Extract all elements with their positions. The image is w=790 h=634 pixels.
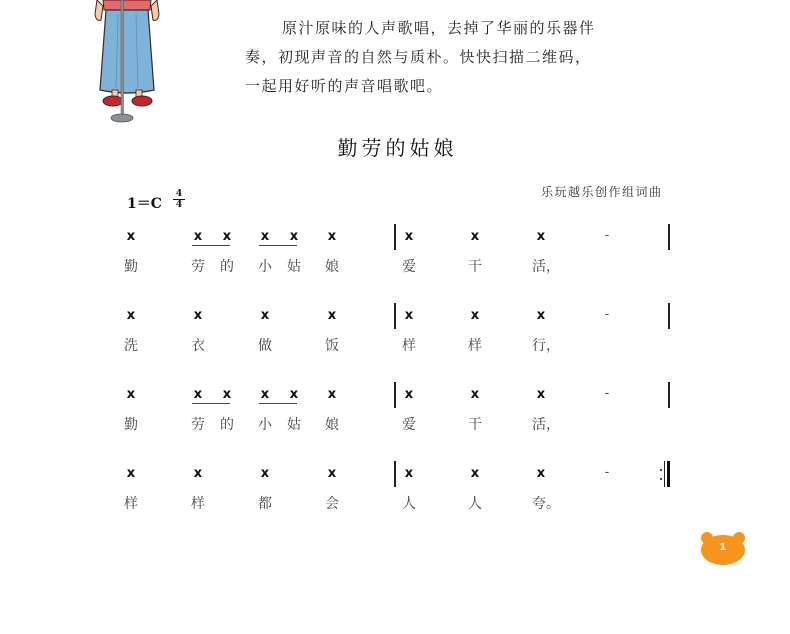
girl-singer-illustration: [88, 0, 168, 126]
note: x: [260, 466, 270, 481]
note: x: [470, 308, 480, 323]
note: x: [536, 387, 546, 402]
lyric: 人: [468, 496, 482, 512]
note: x: [193, 308, 203, 323]
note: x: [260, 387, 270, 402]
note: x: [289, 229, 299, 244]
beam: [259, 245, 297, 246]
lyric: 样: [468, 338, 482, 354]
lyric: 洗: [124, 338, 138, 354]
lyric: 劳: [191, 259, 205, 275]
lyric: 饭: [325, 338, 339, 354]
time-signature: [173, 190, 185, 210]
bar-line: [394, 224, 396, 250]
lyric: 劳: [191, 417, 205, 433]
note: x: [193, 229, 203, 244]
page-number: 1: [719, 542, 727, 553]
note: x: [470, 229, 480, 244]
note: x: [260, 229, 270, 244]
lyric: 勤: [124, 417, 138, 433]
note: x: [126, 466, 136, 481]
lyric: 娘: [325, 417, 339, 433]
lyric: 做: [258, 338, 272, 354]
note: x: [289, 387, 299, 402]
note: x: [404, 387, 414, 402]
lyric: 样: [191, 496, 205, 512]
note: x: [470, 387, 480, 402]
beam: [259, 403, 297, 404]
dash-rest: -: [604, 386, 610, 401]
lyric: 干: [468, 259, 482, 275]
note: x: [404, 229, 414, 244]
lyric: 样: [124, 496, 138, 512]
lyric: 夸。: [532, 496, 560, 512]
lyric: 娘: [325, 259, 339, 275]
note: x: [404, 308, 414, 323]
bar-line: [668, 303, 670, 329]
repeat-dot: [660, 478, 662, 480]
lyric: 小: [258, 417, 272, 433]
beam: [192, 245, 230, 246]
lyric: 行，: [532, 338, 560, 354]
composer-credit: 乐玩越乐创作组词曲: [541, 185, 663, 199]
note: x: [327, 308, 337, 323]
lyric: 活，: [532, 259, 560, 275]
note: x: [193, 387, 203, 402]
intro-line-2: 奏，初现声音的自然与质朴。快快扫描二维码，: [245, 48, 592, 66]
final-bar-thin: [664, 461, 665, 487]
lyric: 活，: [532, 417, 560, 433]
bar-line: [668, 382, 670, 408]
bar-line: [394, 461, 396, 487]
note: x: [222, 229, 232, 244]
lyric: 样: [402, 338, 416, 354]
note: x: [470, 466, 480, 481]
lyric: 爱: [402, 259, 416, 275]
note: x: [327, 229, 337, 244]
lyric: 人: [402, 496, 416, 512]
dash-rest: -: [604, 465, 610, 480]
song-title: 勤劳的姑娘: [337, 136, 458, 160]
lyric: 会: [325, 496, 339, 512]
note: x: [536, 308, 546, 323]
note: x: [193, 466, 203, 481]
repeat-dot: [660, 469, 662, 471]
note: x: [536, 466, 546, 481]
lyric: 的: [220, 259, 234, 275]
note: x: [126, 308, 136, 323]
lyric: 勤: [124, 259, 138, 275]
time-signature-top: 4: [175, 189, 183, 199]
lyric: 衣: [191, 338, 205, 354]
bar-line: [668, 224, 670, 250]
final-bar-thick: [667, 461, 670, 487]
note: x: [327, 466, 337, 481]
dash-rest: -: [604, 228, 610, 243]
note: x: [536, 229, 546, 244]
lyric: 小: [258, 259, 272, 275]
note: x: [126, 229, 136, 244]
key-signature: 1＝C: [127, 196, 162, 212]
lyric: 姑: [287, 417, 301, 433]
dash-rest: -: [604, 307, 610, 322]
note: x: [404, 466, 414, 481]
intro-line-1: 原汁原味的人声歌唱，去掉了华丽的乐器伴: [282, 19, 596, 37]
bar-line: [394, 303, 396, 329]
lyric: 爱: [402, 417, 416, 433]
note: x: [260, 308, 270, 323]
beam: [192, 403, 230, 404]
intro-line-3: 一起用好听的声音唱歌吧。: [245, 77, 444, 95]
lyric: 姑: [287, 259, 301, 275]
lyric: 干: [468, 417, 482, 433]
bar-line: [394, 382, 396, 408]
time-signature-bottom: 4: [173, 199, 185, 210]
lyric: 都: [258, 496, 272, 512]
note: x: [327, 387, 337, 402]
note: x: [222, 387, 232, 402]
lyric: 的: [220, 417, 234, 433]
note: x: [126, 387, 136, 402]
